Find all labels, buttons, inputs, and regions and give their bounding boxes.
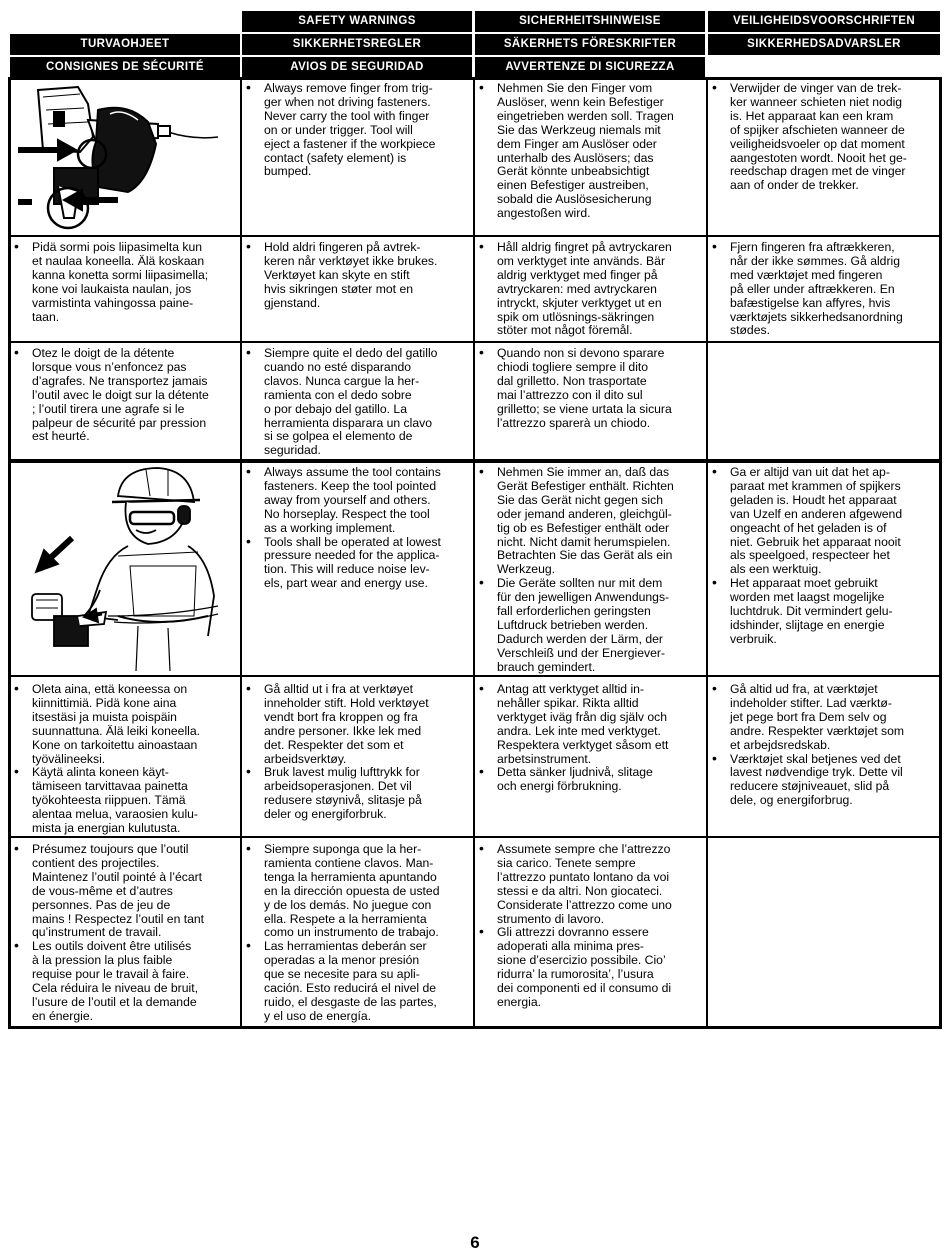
warning-cell-fr-1 bbox=[10, 347, 240, 444]
warning-item: • Les outils doivent être utilisés à la pression la plus faible requise pour le travail à faire. Cela réduira le niveau de bruit, l’usure de l’outil et la demande en énergie. bbox=[10, 940, 234, 1023]
warning-item: • Käytä alinta koneen käyt- tämiseen tarvittavaa painetta työkohteesta riippuen. Tämä alentaa melua, varaosien kulu- mista ja energian kulutusta. bbox=[10, 766, 234, 836]
header-veiligheidsvoorschriften: VEILIGHEIDSVOORSCHRIFTEN bbox=[708, 11, 940, 32]
divider bbox=[8, 341, 942, 343]
warning-item: • Het apparaat moet gebruikt worden met laagst mogelijke luchtdruk. Dit vermindert gelu- idshinder, slijtage en energie verbruik. bbox=[708, 577, 934, 647]
warning-item: • Otez le doigt de la détente lorsque vous n’enfoncez pas d’agrafes. Ne transportez jamais l’outil avec le doigt sur la détente ; l’outil tirera une agrafe si le palpeur de sécurité par pression est heurté. bbox=[10, 347, 234, 444]
header-sikkerhedsadvarsler: SIKKERHEDSADVARSLER bbox=[708, 34, 940, 55]
warning-cell-de-1 bbox=[475, 82, 706, 221]
header-safety-warnings: SAFETY WARNINGS bbox=[242, 11, 472, 32]
header-avios: AVIOS DE SEGURIDAD bbox=[242, 57, 472, 78]
warning-item: • Assumete sempre che l’attrezzo sia carico. Tenete sempre l’attrezzo puntato lontano da voi stessi e da altri. Non giocateci. Considerate l’attrezzo come uno strumento di lavoro. bbox=[475, 843, 700, 926]
warning-item: • Nehmen Sie immer an, daß das Gerät Befestiger enthält. Richten Sie das Gerät nicht gegen sich oder jemand anderen, gleichgül- tig ob es Befestiger enthält oder nicht. Nicht damit herumspielen. Betrachten Sie das Gerät als ein Werkzeug. bbox=[475, 466, 700, 577]
warning-cell-es-1 bbox=[242, 347, 473, 458]
warning-item: • Gli attrezzi dovranno essere adoperati alla minima pres- sione d’esercizio possibile. Cio’ ridurra’ la rumorosita’, l’usura dei componenti ed il consumo di energia. bbox=[475, 926, 700, 1009]
warning-item: • Nehmen Sie den Finger vom Auslöser, wenn kein Befestiger eingetrieben werden soll. Tragen Sie das Werkzeug niemals mit dem Finger am Auslöser oder unterhalb des Auslösers; das Gerät könnte unbeabsichtigt einen Befestiger austreiben, sobald die Auslösesicherung angestoßen wird. bbox=[475, 82, 700, 221]
warning-item: • Hold aldri fingeren på avtrek- keren når verktøyet ikke brukes. Verktøyet kan skyte en stift hvis sikringen støter mot en gjenstand. bbox=[242, 241, 467, 311]
header-turvaohjeet: TURVAOHJEET bbox=[10, 34, 240, 55]
warning-cell-nl-2 bbox=[708, 466, 940, 647]
warning-item: • Always assume the tool contains fasteners. Keep the tool pointed away from yourself and others. No horseplay. Respect the tool as a working implement. bbox=[242, 466, 467, 536]
warning-cell-da-1 bbox=[708, 241, 940, 338]
warning-cell-no-1 bbox=[242, 241, 473, 311]
warning-item: • Always remove finger from trig- ger when not driving fasteners. Never carry the tool with finger on or under trigger. Tool will eject a fastener if the workpiece contact (safety element) is bumped. bbox=[242, 82, 467, 179]
warning-item: • Håll aldrig fingret på avtryckaren om verktyget inte används. Bär aldrig verktyget med finger på avtryckaren: med avtryckaren intryckt, skjuter verktyget ut en spik om utlösnings-säkringen stöter mot något föremål. bbox=[475, 241, 700, 338]
warning-item: • Gå altid ud fra, at værktøjet indeholder stifter. Lad værktø- jet pege bort fra Dem selv og andre. Respekter værktøjet som et arbejdsredskab. bbox=[708, 683, 934, 753]
warning-item: • Siempre quite el dedo del gatillo cuando no esté disparando clavos. Nunca cargue la her- ramienta con el dedo sobre o por debajo del gatillo. La herramienta disparara un clavo si se golpea el elemento de seguridad. bbox=[242, 347, 467, 458]
warning-item: • Fjern fingeren fra aftrækkeren, når der ikke sømmes. Gå aldrig med værktøjet med fingeren på eller under aftrækkeren. En bafæstigelse kan affyres, hvis værktøjets sikkerhedsanordning stødes. bbox=[708, 241, 934, 338]
warning-item: • Las herramientas deberán ser operadas a la menor presión que se necesite para su apli- cación. Esto reducirá el nivel de ruido, el desgaste de las partes, y el uso de energía. bbox=[242, 940, 467, 1023]
warning-cell-en-1 bbox=[242, 82, 473, 179]
warning-cell-sv-1 bbox=[475, 241, 706, 338]
header-consignes: CONSIGNES DE SÉCURITÉ bbox=[10, 57, 240, 78]
warning-cell-fi-2 bbox=[10, 683, 240, 836]
warning-item: • Ga er altijd van uit dat het ap- paraat met krammen of spijkers geladen is. Houdt het apparaat van Uzelf en anderen afgewend ongeacht of het geladen is of niet. Gebruik het apparaat nooit als speelgoed, respecteer het als een werktuig. bbox=[708, 466, 934, 577]
warning-cell-da-2 bbox=[708, 683, 940, 808]
header-sicherheitshinweise: SICHERHEITSHINWEISE bbox=[475, 11, 705, 32]
warning-cell-de-2 bbox=[475, 466, 706, 675]
header-avvertenze: AVVERTENZE DI SICUREZZA bbox=[475, 57, 705, 78]
warning-cell-sv-2 bbox=[475, 683, 706, 794]
header-sikkerhetsregler: SIKKERHETSREGLER bbox=[242, 34, 472, 55]
worker-safety-illustration bbox=[18, 466, 228, 671]
warning-item: • Værktøjet skal betjenes ved det lavest nødvendige tryk. Dette vil reducere støjniveauet, slid på dele, og energiforbrug. bbox=[708, 753, 934, 809]
warning-cell-no-2 bbox=[242, 683, 473, 822]
divider bbox=[8, 836, 942, 838]
warning-item: • Présumez toujours que l’outil contient des projectiles. Maintenez l’outil pointé à l’écart de vous-même et d’autres personnes. Pas de jeu de mains ! Respectez l’outil en tant qu’instrument de travail. bbox=[10, 843, 234, 940]
warning-item: • Die Geräte sollten nur mit dem für den jewelligen Anwendungs- fall erforderlichen geringsten Luftdruck betrieben werden. Dadurch werden der Lärm, der Verschleiß und der Energiever- brauch gemindert. bbox=[475, 577, 700, 674]
warning-item: • Siempre suponga que la her- ramienta contiene clavos. Man- tenga la herramienta apuntando en la dirección opuesta de usted y de los demás. No juegue con ella. Respete a la herramienta como un instrumento de trabajo. bbox=[242, 843, 467, 940]
warning-item: • Quando non si devono sparare chiodi togliere sempre il dito dal grilletto. Non trasportate mai l’attrezzo con il dito sul grilletto; se viene urtata la sicura l’attrezzo sparerà un chiodo. bbox=[475, 347, 700, 430]
warning-cell-nl-1 bbox=[708, 82, 940, 193]
warning-item: • Oleta aina, että koneessa on kiinnittimiä. Pidä kone aina itsestäsi ja muista poispäin suunnattuna. Älä leiki koneella. Kone on tarkoitettu ainoastaan työvälineeksi. bbox=[10, 683, 234, 766]
warning-cell-it-2 bbox=[475, 843, 706, 1010]
warning-item: • Pidä sormi pois liipasimelta kun et naulaa koneella. Älä koskaan kanna konetta sormi liipasimella; kone voi laukaista naulan, jos varmistinta vahingossa paine- taan. bbox=[10, 241, 234, 324]
warning-cell-fi-1 bbox=[10, 241, 240, 324]
divider bbox=[8, 675, 942, 677]
warning-item: • Antag att verktyget alltid in- nehåller spikar. Rikta alltid verktyget iväg från dig själv och andra. Lek inte med verktyget. Respektera verktyget såsom ett arbetsinstrument. bbox=[475, 683, 700, 766]
header-sakerhets-foreskrifter: SÄKERHETS FÖRESKRIFTER bbox=[475, 34, 705, 55]
warning-item: • Verwijder de vinger van de trek- ker wanneer schieten niet nodig is. Het apparaat kan een kram of spijker afschieten wanneer de veiligheidsvoeler op dat moment aangestoten wordt. Nooit het ge- reedschap dragen met de vinger aan of onder de trekker. bbox=[708, 82, 934, 193]
warning-cell-es-2 bbox=[242, 843, 473, 1024]
warning-item: • Gå alltid ut i fra at verktøyet inneholder stift. Hold verktøyet vendt bort fra kroppen og fra andre personer. Ikke lek med det. Respekter det som et arbeidsverktøy. bbox=[242, 683, 467, 766]
divider bbox=[8, 235, 942, 237]
warning-item: • Tools shall be operated at lowest pressure needed for the applica- tion. This will reduce noise lev- els, part wear and energy use. bbox=[242, 536, 467, 592]
trigger-finger-illustration bbox=[18, 82, 228, 230]
warning-cell-it-1 bbox=[475, 347, 706, 430]
page-number: 6 bbox=[470, 1233, 480, 1252]
warning-item: • Bruk lavest mulig lufttrykk for arbeidsoperasjonen. Det vil redusere støynivå, slitasje på deler og energiforbruk. bbox=[242, 766, 467, 822]
warning-cell-en-2 bbox=[242, 466, 473, 591]
warning-cell-fr-2 bbox=[10, 843, 240, 1024]
warning-item: • Detta sänker ljudnivå, slitage och energi förbrukning. bbox=[475, 766, 700, 794]
